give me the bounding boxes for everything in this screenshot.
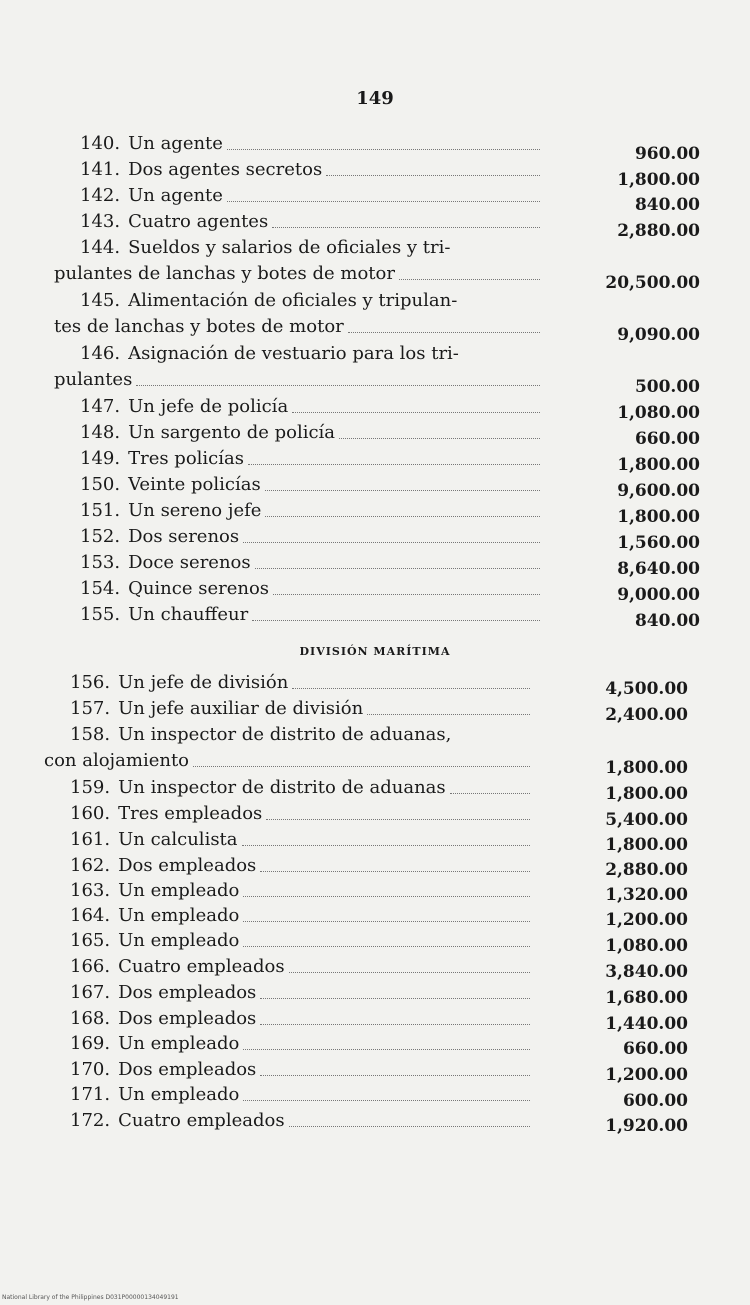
- dot-leader: [243, 540, 540, 543]
- entry-amount: 1,080.00: [605, 936, 688, 956]
- entry-amount: 1,200.00: [605, 910, 688, 930]
- entry-number: 153.: [80, 552, 121, 573]
- entry-number: 165.: [70, 930, 111, 951]
- entry-number: 171.: [70, 1084, 111, 1105]
- entry-line: [70, 1008, 256, 1030]
- entry-description: Un sargento de policía: [128, 422, 336, 443]
- entry-line: [70, 698, 363, 720]
- entry-description: Un empleado: [118, 1033, 240, 1054]
- dot-leader: [450, 791, 530, 794]
- entry-amount: 4,500.00: [605, 679, 688, 699]
- entry-line: [80, 474, 261, 496]
- entry-number: 170.: [70, 1059, 111, 1080]
- entry-amount: 660.00: [634, 429, 700, 449]
- entry-line: [80, 422, 335, 444]
- dot-leader: [255, 566, 540, 569]
- entry-number: 155.: [80, 604, 121, 625]
- entry-line: [80, 552, 251, 574]
- entry-line: [80, 290, 457, 312]
- entry-amount: 1,800.00: [605, 758, 688, 778]
- entry-description: pulantes: [54, 369, 133, 390]
- entry-number: 164.: [70, 905, 111, 926]
- entry-description: Tres empleados: [118, 803, 263, 824]
- entry-number: 148.: [80, 422, 121, 443]
- entry-amount: 2,880.00: [617, 221, 700, 241]
- entry-line: [70, 1033, 239, 1055]
- entry-description: Quince serenos: [128, 578, 270, 599]
- entry-line: [80, 159, 322, 181]
- entry-line: [70, 905, 239, 927]
- entry-number: 141.: [80, 159, 121, 180]
- entry-line: [80, 578, 269, 600]
- entry-line: [70, 930, 239, 952]
- entry-description: Asignación de vestuario para los tri-: [128, 343, 459, 364]
- entry-number: 143.: [80, 211, 121, 232]
- entry-number: 157.: [70, 698, 111, 719]
- entry-number: 152.: [80, 526, 121, 547]
- entry-description: Dos serenos: [128, 526, 240, 547]
- entry-line: [54, 369, 132, 391]
- dot-leader: [260, 869, 530, 872]
- dot-leader: [260, 1073, 530, 1076]
- entry-line: [54, 263, 395, 285]
- entry-amount: 9,600.00: [617, 481, 700, 501]
- entry-number: 154.: [80, 578, 121, 599]
- dot-leader: [339, 436, 540, 439]
- entry-description: Doce serenos: [128, 552, 251, 573]
- entry-line: [70, 1059, 256, 1081]
- entry-amount: 9,090.00: [617, 325, 700, 345]
- dot-leader: [348, 330, 540, 333]
- entry-description: Alimentación de oficiales y tripulan-: [128, 290, 458, 311]
- page-number: 149: [356, 88, 394, 109]
- entry-line: [70, 956, 285, 978]
- entry-amount: 9,000.00: [617, 585, 700, 605]
- entry-description: tes de lanchas y botes de motor: [54, 316, 344, 337]
- entry-amount: 660.00: [622, 1039, 688, 1059]
- entry-line: [70, 724, 451, 746]
- entry-amount: 1,800.00: [617, 170, 700, 190]
- dot-leader: [243, 894, 530, 897]
- entry-number: 159.: [70, 777, 111, 798]
- entry-description: Cuatro empleados: [118, 956, 285, 977]
- entry-amount: 1,800.00: [605, 784, 688, 804]
- entry-number: 156.: [70, 672, 111, 693]
- entry-line: [80, 448, 244, 470]
- entry-description: Un jefe de división: [118, 672, 289, 693]
- entry-number: 144.: [80, 237, 121, 258]
- entry-number: 140.: [80, 133, 121, 154]
- footer-note: National Library of the Philippines D031P00000134049191: [2, 1294, 179, 1301]
- entry-line: [70, 777, 446, 799]
- dot-leader: [243, 1098, 530, 1101]
- entry-amount: 1,920.00: [605, 1116, 688, 1136]
- entry-line: [70, 803, 262, 825]
- entry-number: 163.: [70, 880, 111, 901]
- entry-description: Un empleado: [118, 1084, 240, 1105]
- entry-amount: 600.00: [622, 1091, 688, 1111]
- dot-leader: [265, 514, 540, 517]
- entry-amount: 1,200.00: [605, 1065, 688, 1085]
- entry-description: Un inspector de distrito de aduanas: [118, 777, 446, 798]
- dot-leader: [242, 843, 530, 846]
- dot-leader: [243, 944, 530, 947]
- entry-line: [70, 982, 256, 1004]
- entry-amount: 1,080.00: [617, 403, 700, 423]
- entry-line: [80, 133, 223, 155]
- entry-amount: 960.00: [634, 144, 700, 164]
- entry-description: Un inspector de distrito de aduanas,: [118, 724, 452, 745]
- dot-leader: [136, 383, 540, 386]
- entry-amount: 5,400.00: [605, 810, 688, 830]
- entry-description: Un empleado: [118, 930, 240, 951]
- dot-leader: [289, 1124, 530, 1127]
- entry-amount: 500.00: [634, 377, 700, 397]
- entry-amount: 1,800.00: [605, 835, 688, 855]
- entry-amount: 20,500.00: [605, 273, 700, 293]
- dot-leader: [266, 817, 530, 820]
- dot-leader: [272, 225, 540, 228]
- entry-number: 142.: [80, 185, 121, 206]
- entry-amount: 1,800.00: [617, 455, 700, 475]
- dot-leader: [265, 488, 540, 491]
- entry-line: [80, 343, 459, 365]
- dot-leader: [248, 462, 540, 465]
- entry-amount: 3,840.00: [605, 962, 688, 982]
- dot-leader: [252, 618, 540, 621]
- entry-number: 150.: [80, 474, 121, 495]
- entry-amount: 1,440.00: [605, 1014, 688, 1034]
- entry-line: [80, 604, 248, 626]
- dot-leader: [227, 147, 540, 150]
- entry-number: 172.: [70, 1110, 111, 1131]
- dot-leader: [273, 592, 540, 595]
- dot-leader: [292, 686, 530, 689]
- entry-description: pulantes de lanchas y botes de motor: [54, 263, 395, 284]
- entry-description: Un chauffeur: [128, 604, 249, 625]
- entry-number: 166.: [70, 956, 111, 977]
- entry-line: [80, 211, 268, 233]
- entry-amount: 2,400.00: [605, 705, 688, 725]
- entry-number: 169.: [70, 1033, 111, 1054]
- dot-leader: [260, 1022, 530, 1025]
- entry-description: Un agente: [128, 133, 223, 154]
- entry-line: [80, 185, 223, 207]
- entry-amount: 840.00: [634, 195, 700, 215]
- section-heading: DIVISIÓN MARÍTIMA: [299, 645, 451, 658]
- entry-number: 147.: [80, 396, 121, 417]
- dot-leader: [292, 410, 540, 413]
- entry-description: Un jefe auxiliar de división: [118, 698, 364, 719]
- entry-amount: 840.00: [634, 611, 700, 631]
- dot-leader: [399, 277, 540, 280]
- entry-description: Tres policías: [128, 448, 244, 469]
- entry-description: Un jefe de policía: [128, 396, 289, 417]
- dot-leader: [367, 712, 530, 715]
- dot-leader: [289, 970, 530, 973]
- entry-description: Un agente: [128, 185, 223, 206]
- entry-number: 162.: [70, 855, 111, 876]
- entry-amount: 1,560.00: [617, 533, 700, 553]
- entry-line: [80, 237, 450, 259]
- entry-number: 146.: [80, 343, 121, 364]
- entry-description: Dos empleados: [118, 1059, 257, 1080]
- entry-number: 161.: [70, 829, 111, 850]
- entry-line: [54, 316, 344, 338]
- dot-leader: [326, 173, 540, 176]
- entry-description: Un empleado: [118, 880, 240, 901]
- entry-description: Cuatro empleados: [118, 1110, 285, 1131]
- entry-amount: 8,640.00: [617, 559, 700, 579]
- entry-description: con alojamiento: [44, 750, 190, 771]
- entry-description: Dos empleados: [118, 855, 257, 876]
- entry-amount: 1,320.00: [605, 885, 688, 905]
- entry-description: Dos agentes secretos: [128, 159, 323, 180]
- entry-number: 145.: [80, 290, 121, 311]
- entry-number: 168.: [70, 1008, 111, 1029]
- dot-leader: [227, 199, 540, 202]
- dot-leader: [243, 1047, 530, 1050]
- entry-description: Dos empleados: [118, 1008, 257, 1029]
- entry-amount: 1,680.00: [605, 988, 688, 1008]
- entry-description: Veinte policías: [128, 474, 261, 495]
- entry-line: [70, 1084, 239, 1106]
- entry-amount: 2,880.00: [605, 860, 688, 880]
- entry-number: 149.: [80, 448, 121, 469]
- dot-leader: [193, 764, 530, 767]
- dot-leader: [260, 996, 530, 999]
- entry-number: 151.: [80, 500, 121, 521]
- entry-line: [80, 396, 288, 418]
- entry-number: 158.: [70, 724, 111, 745]
- entry-description: Sueldos y salarios de oficiales y tri-: [128, 237, 451, 258]
- entry-line: [70, 1110, 285, 1132]
- entry-description: Un calculista: [118, 829, 238, 850]
- entry-amount: 1,800.00: [617, 507, 700, 527]
- entry-line: [44, 750, 189, 772]
- entry-line: [80, 500, 261, 522]
- entry-line: [70, 829, 238, 851]
- entry-number: 160.: [70, 803, 111, 824]
- entry-description: Un empleado: [118, 905, 240, 926]
- entry-description: Dos empleados: [118, 982, 257, 1003]
- entry-number: 167.: [70, 982, 111, 1003]
- entry-description: Un sereno jefe: [128, 500, 262, 521]
- entry-description: Cuatro agentes: [128, 211, 269, 232]
- entry-line: [80, 526, 239, 548]
- entry-line: [70, 672, 288, 694]
- entry-line: [70, 855, 256, 877]
- dot-leader: [243, 919, 530, 922]
- entry-line: [70, 880, 239, 902]
